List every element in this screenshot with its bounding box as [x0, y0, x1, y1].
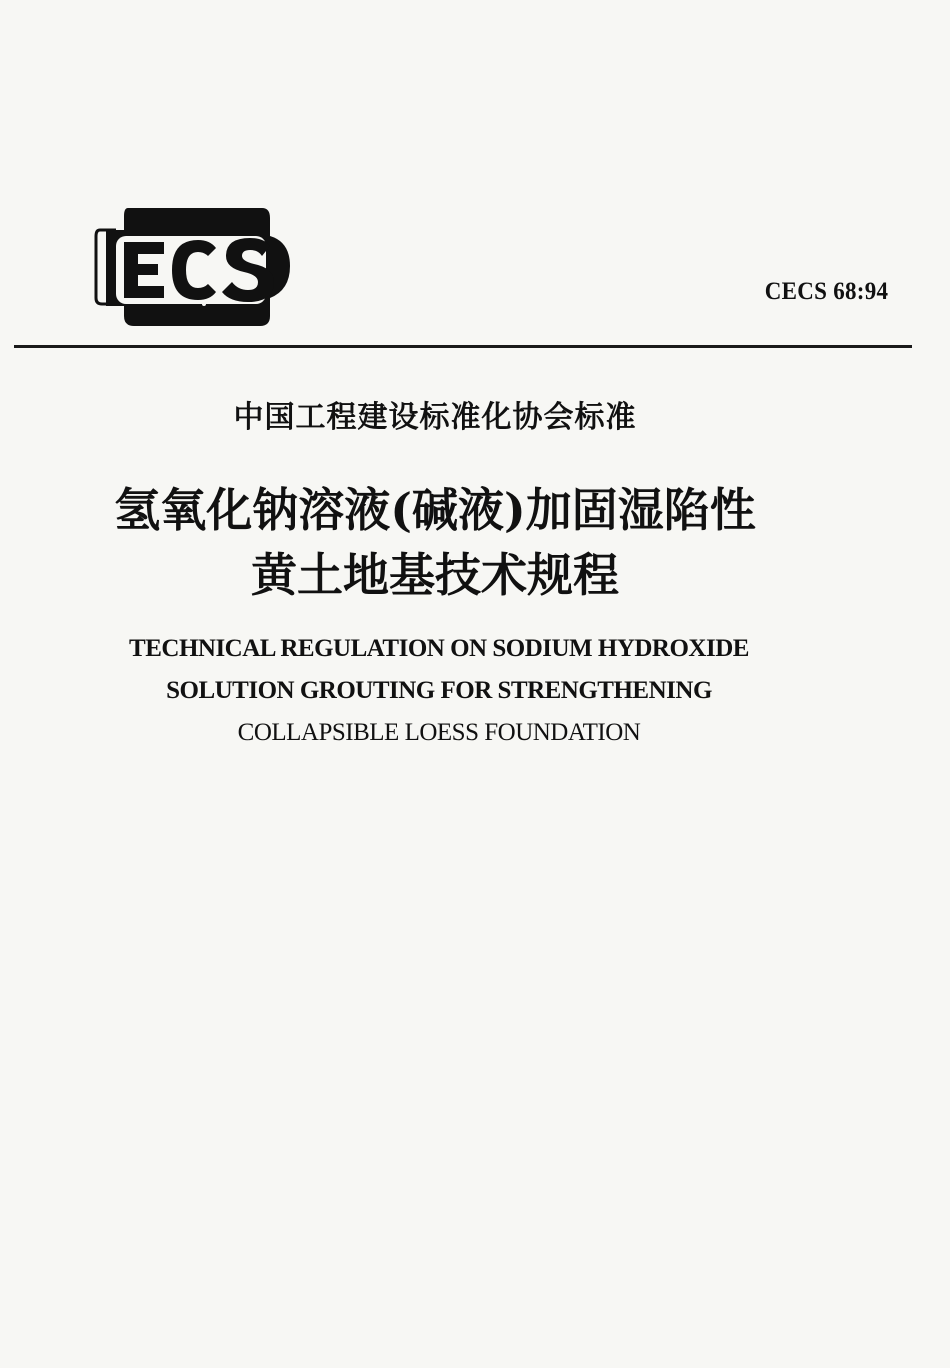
title-en-line1: TECHNICAL REGULATION ON SODIUM HYDROXIDE — [129, 635, 749, 662]
title-en-line2: SOLUTION GROUTING FOR STRENGTHENING — [166, 677, 712, 704]
header-divider — [14, 345, 912, 348]
title-cn-line1: 氢氧化钠溶液(碱液)加固湿陷性 — [114, 483, 756, 537]
title-en-line3: COLLAPSIBLE LOESS FOUNDATION — [237, 719, 641, 746]
document-number: CECS 68:94 — [764, 278, 888, 305]
ecs-logo-graphic — [94, 206, 294, 328]
organization-title: 中国工程建设标准化协会标准 — [233, 400, 637, 435]
title-cn-line2: 黄土地基技术规程 — [251, 548, 619, 602]
ecs-logo — [94, 206, 294, 328]
